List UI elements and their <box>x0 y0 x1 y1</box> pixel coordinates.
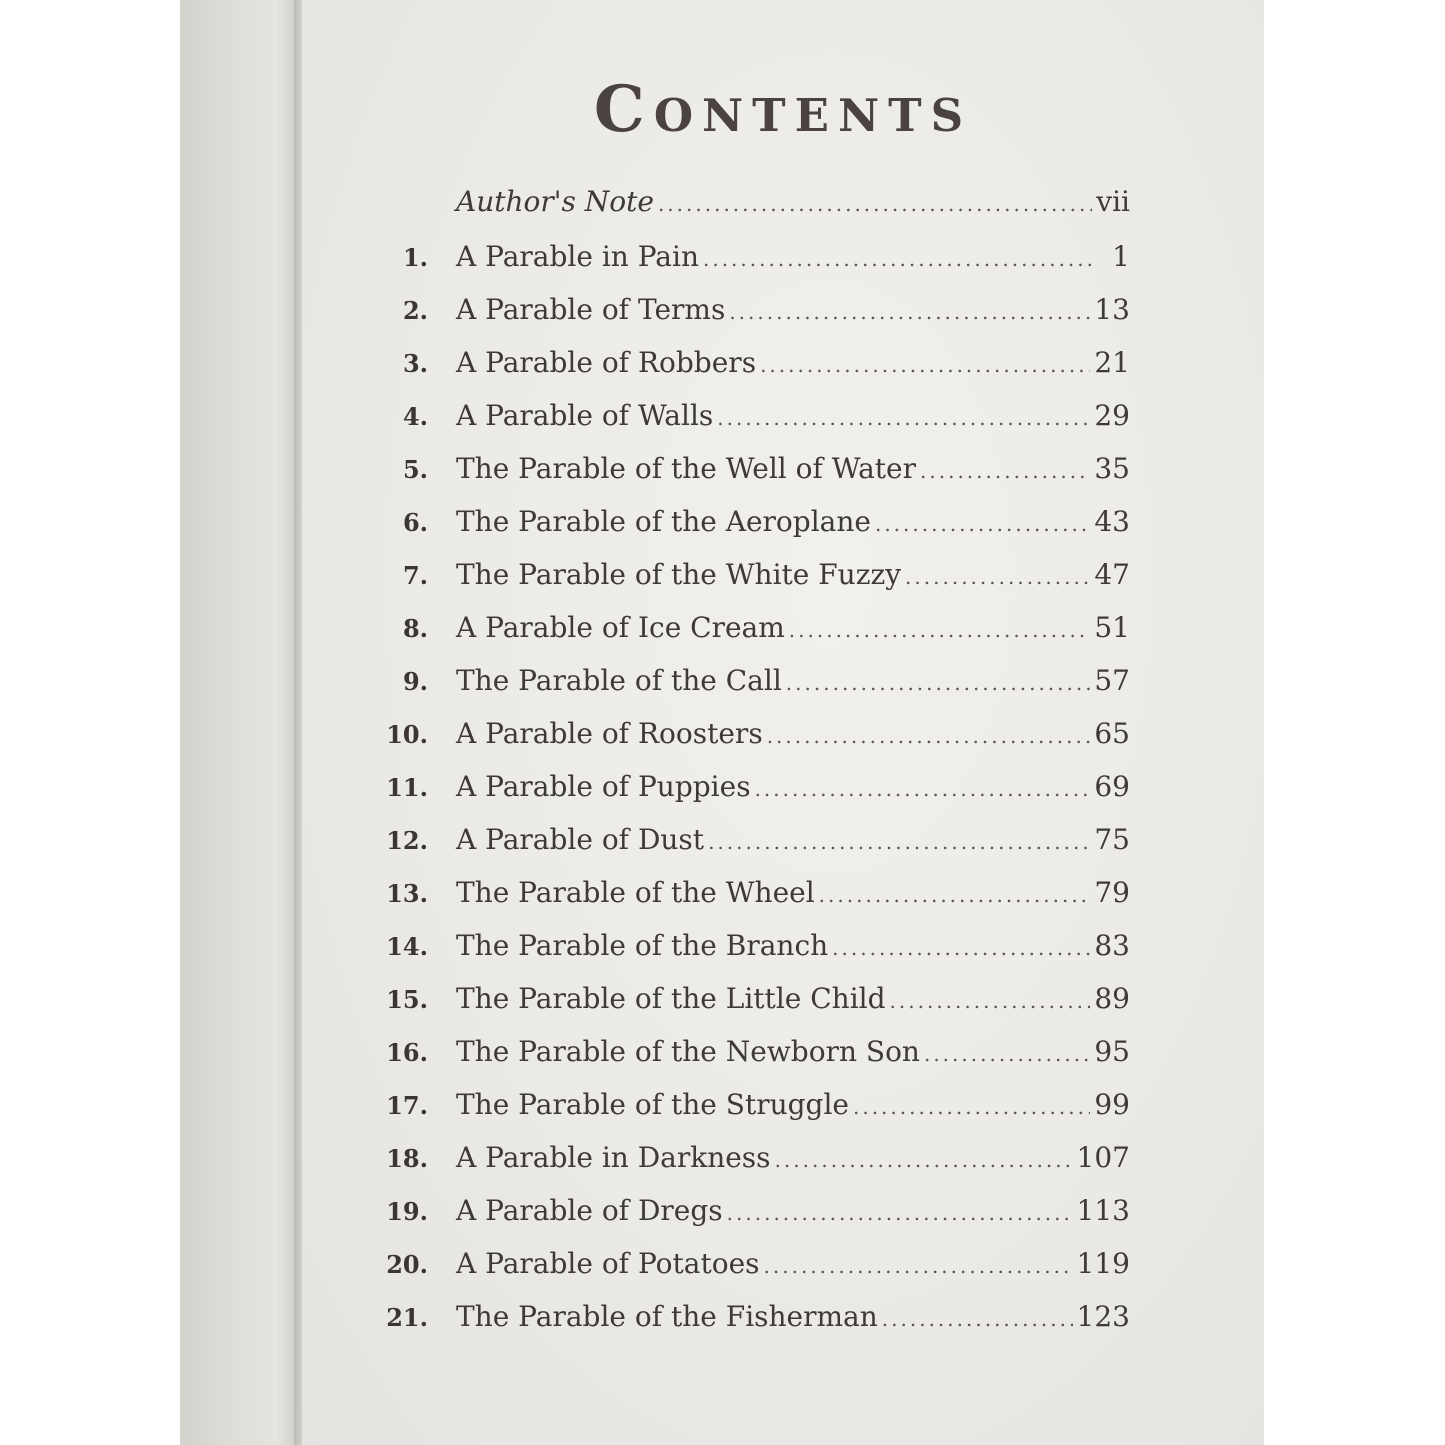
chapter-title: The Parable of the Call <box>456 664 782 697</box>
chapter-number: 12. <box>386 826 428 855</box>
toc-entry <box>370 1194 1130 1247</box>
dot-leader <box>760 353 1090 377</box>
chapter-number: 11. <box>386 773 428 802</box>
page-number: 95 <box>1094 1035 1130 1068</box>
chapter-title: A Parable in Darkness <box>456 1141 771 1174</box>
toc-entry <box>370 717 1130 770</box>
toc-entry <box>370 611 1130 664</box>
page-number: 47 <box>1094 558 1130 591</box>
page-number: 107 <box>1076 1141 1130 1174</box>
chapter-number: 5. <box>402 455 428 484</box>
chapter-title: A Parable of Roosters <box>456 717 763 750</box>
page-number: 99 <box>1094 1088 1130 1121</box>
page-number: 123 <box>1076 1300 1130 1333</box>
page-number: 65 <box>1094 717 1130 750</box>
toc-entry <box>370 929 1130 982</box>
page-number: vii <box>1096 185 1130 218</box>
chapter-title: A Parable of Dregs <box>456 1194 723 1227</box>
page-number: 79 <box>1094 876 1130 909</box>
chapter-title: The Parable of the Fisherman <box>456 1300 878 1333</box>
toc-entry <box>370 185 1130 240</box>
dot-leader <box>767 724 1091 748</box>
toc-entry <box>370 293 1130 346</box>
toc-entry <box>370 240 1130 293</box>
chapter-number: 14. <box>386 932 428 961</box>
page-number: 35 <box>1094 452 1130 485</box>
dot-leader <box>890 989 1091 1013</box>
page-number: 113 <box>1076 1194 1130 1227</box>
dot-leader <box>882 1307 1073 1331</box>
page-number: 1 <box>1112 240 1130 273</box>
chapter-title: A Parable of Terms <box>456 293 726 326</box>
chapter-number: 7. <box>402 561 428 590</box>
dot-leader <box>729 300 1090 324</box>
toc-entry <box>370 346 1130 399</box>
chapter-number: 16. <box>386 1038 428 1067</box>
page-number: 21 <box>1094 346 1130 379</box>
chapter-title: The Parable of the Well of Water <box>456 452 917 485</box>
chapter-title: Author's Note <box>456 185 654 218</box>
page-number: 75 <box>1094 823 1130 856</box>
chapter-number: 8. <box>402 614 428 643</box>
chapter-number: 21. <box>386 1303 428 1332</box>
dot-leader <box>819 883 1091 907</box>
chapter-number: 19. <box>386 1197 428 1226</box>
chapter-number: 4. <box>402 402 428 431</box>
toc-entry <box>370 399 1130 452</box>
toc-entry <box>370 876 1130 929</box>
chapter-title: The Parable of the Newborn Son <box>456 1035 920 1068</box>
dot-leader <box>727 1201 1073 1225</box>
chapter-number: 1. <box>402 243 428 272</box>
page-number: 119 <box>1076 1247 1130 1280</box>
toc-entry <box>370 1300 1130 1353</box>
chapter-title: A Parable in Pain <box>456 240 699 273</box>
chapter-number: 9. <box>402 667 428 696</box>
chapter-title: The Parable of the Little Child <box>456 982 886 1015</box>
dot-leader <box>789 618 1091 642</box>
toc-entry <box>370 770 1130 823</box>
chapter-number: 17. <box>386 1091 428 1120</box>
page-number: 29 <box>1094 399 1130 432</box>
chapter-number: 18. <box>386 1144 428 1173</box>
toc-entry <box>370 558 1130 611</box>
dot-leader <box>924 1042 1090 1066</box>
page-number: 43 <box>1094 505 1130 538</box>
dot-leader <box>875 512 1090 536</box>
chapter-title: The Parable of the Wheel <box>456 876 815 909</box>
dot-leader <box>708 830 1090 854</box>
page-number: 51 <box>1094 611 1130 644</box>
chapter-title: A Parable of Puppies <box>456 770 751 803</box>
page-title: Contents <box>593 72 973 147</box>
chapter-number: 3. <box>402 349 428 378</box>
dot-leader <box>920 459 1090 483</box>
dot-leader <box>658 192 1092 216</box>
toc-entry <box>370 1141 1130 1194</box>
toc-entry <box>370 505 1130 558</box>
toc-entry <box>370 982 1130 1035</box>
chapter-title: A Parable of Robbers <box>456 346 757 379</box>
chapter-title: The Parable of the Struggle <box>456 1088 849 1121</box>
toc-entry <box>370 452 1130 505</box>
chapter-title: A Parable of Potatoes <box>456 1247 760 1280</box>
dot-leader <box>786 671 1091 695</box>
chapter-title: A Parable of Dust <box>456 823 705 856</box>
toc-entry <box>370 1247 1130 1300</box>
page-number: 57 <box>1094 664 1130 697</box>
dot-leader <box>703 247 1096 271</box>
dot-leader <box>853 1095 1090 1119</box>
toc-entry <box>370 664 1130 717</box>
chapter-number: 10. <box>386 720 428 749</box>
toc-entry <box>370 1088 1130 1141</box>
page-number: 69 <box>1094 770 1130 803</box>
dot-leader <box>764 1254 1073 1278</box>
chapter-number: 20. <box>386 1250 428 1279</box>
left-page-edge <box>180 0 300 1445</box>
dot-leader <box>775 1148 1073 1172</box>
dot-leader <box>717 406 1090 430</box>
chapter-number: 6. <box>402 508 428 537</box>
page-number: 83 <box>1094 929 1130 962</box>
dot-leader <box>832 936 1090 960</box>
page-number: 13 <box>1094 293 1130 326</box>
chapter-number: 15. <box>386 985 428 1014</box>
chapter-title: The Parable of the White Fuzzy <box>456 558 902 591</box>
page-number: 89 <box>1094 982 1130 1015</box>
chapter-title: A Parable of Walls <box>456 399 714 432</box>
chapter-title: The Parable of the Aeroplane <box>456 505 871 538</box>
dot-leader <box>755 777 1091 801</box>
chapter-number: 2. <box>402 296 428 325</box>
table-of-contents <box>370 185 1130 1353</box>
dot-leader <box>905 565 1090 589</box>
chapter-title: The Parable of the Branch <box>456 929 829 962</box>
chapter-title: A Parable of Ice Cream <box>456 611 785 644</box>
toc-entry <box>370 823 1130 876</box>
chapter-number: 13. <box>386 879 428 908</box>
toc-entry <box>370 1035 1130 1088</box>
